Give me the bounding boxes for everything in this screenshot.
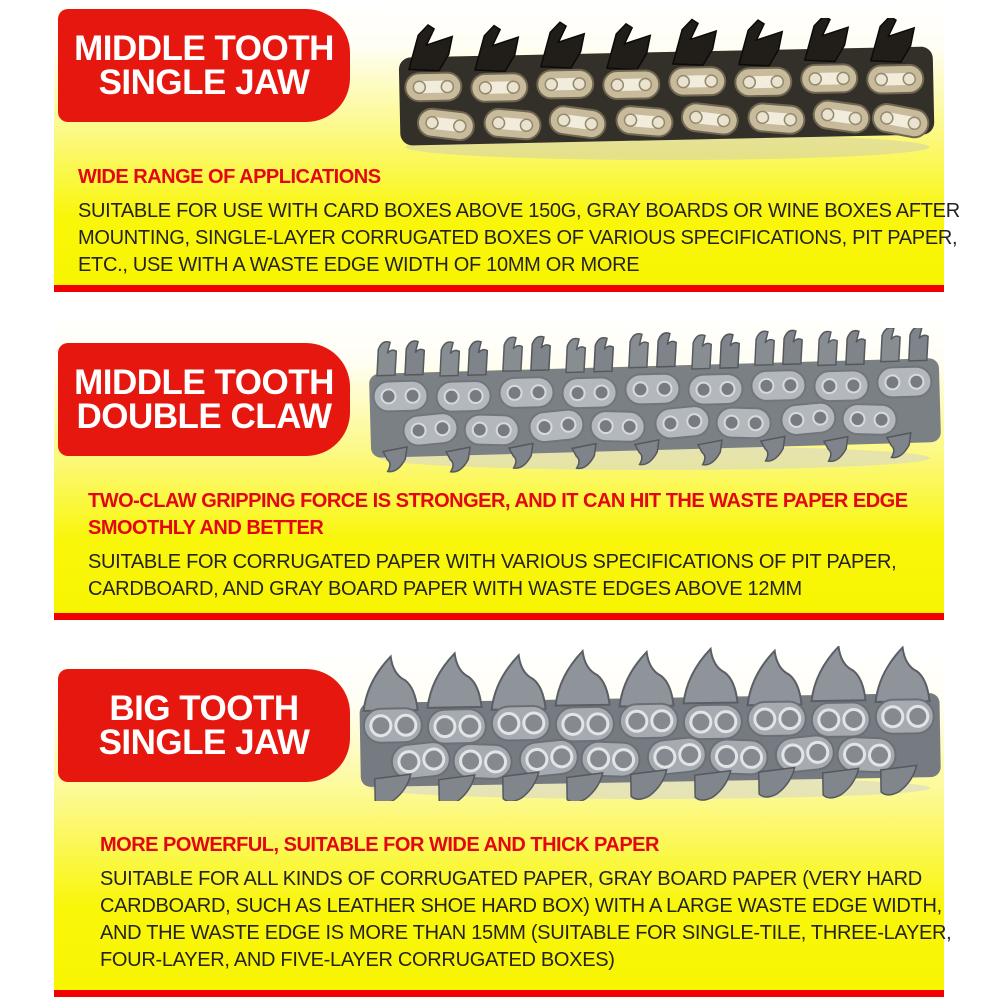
section-1-text [78,164,960,279]
badge-line-1: BIG TOOTH [109,688,299,728]
badge-middle-tooth-double-claw [58,343,350,456]
section-3-text [100,832,951,974]
section-1-body-line-2: MOUNTING, SINGLE-LAYER CORRUGATED BOXES OF VARIOUS SPECIFICATIONS, PIT PAPER, [78,227,958,249]
section-2-divider [54,613,944,620]
section-1-divider [54,285,944,292]
section-2-text [88,488,908,603]
section-2-body-line-2: CARDBOARD, AND GRAY BOARD PAPER WITH WASTE EDGES ABOVE 12MM [88,578,802,600]
badge-line-2: SINGLE JAW [98,62,310,102]
section-big-tooth-single-jaw [54,648,952,997]
badge-line-1: MIDDLE TOOTH [74,362,334,402]
section-1-heading: WIDE RANGE OF APPLICATIONS [78,166,381,188]
section-3-body-line-3: AND THE WASTE EDGE IS MORE THAN 15MM (SUITABLE FOR SINGLE-TILE, THREE-LAYER, [100,922,952,944]
section-2-heading-line-2: SMOOTHLY AND BETTER [88,517,324,539]
section-3-divider [54,990,944,997]
section-3-body-line-1: SUITABLE FOR ALL KINDS OF CORRUGATED PAPER, GRAY BOARD PAPER (VERY HARD [100,868,922,890]
section-3-body-line-4: FOUR-LAYER, AND FIVE-LAYER CORRUGATED BOXES) [100,949,615,971]
middle-tooth-double-claw-chain-image [368,328,943,473]
section-2-body-line-1: SUITABLE FOR CORRUGATED PAPER WITH VARIOUS SPECIFICATIONS OF PIT PAPER, [88,551,897,573]
section-3-heading: MORE POWERFUL, SUITABLE FOR WIDE AND THICK PAPER [100,834,659,856]
section-middle-tooth-single-jaw [54,0,960,292]
badge-line-2: DOUBLE CLAW [76,396,332,436]
section-1-body-line-3: ETC., USE WITH A WASTE EDGE WIDTH OF 10MM OR MORE [78,254,640,276]
badge-big-tooth-single-jaw [58,669,350,782]
badge-middle-tooth-single-jaw [58,9,350,122]
badge-line-2: SINGLE JAW [98,722,310,762]
middle-tooth-single-jaw-chain-image [395,18,940,163]
section-2-heading-line-1: TWO-CLAW GRIPPING FORCE IS STRONGER, AND IT CAN HIT THE WASTE PAPER EDGE [88,490,908,512]
big-tooth-single-jaw-chain-image [358,646,943,801]
badge-line-1: MIDDLE TOOTH [74,28,334,68]
section-1-body-line-1: SUITABLE FOR USE WITH CARD BOXES ABOVE 150G, GRAY BOARDS OR WINE BOXES AFTER [78,200,960,222]
section-3-body-line-2: CARDBOARD, SUCH AS LEATHER SHOE HARD BOX) WITH A LARGE WASTE EDGE WIDTH, [100,895,942,917]
section-middle-tooth-double-claw [54,312,944,620]
